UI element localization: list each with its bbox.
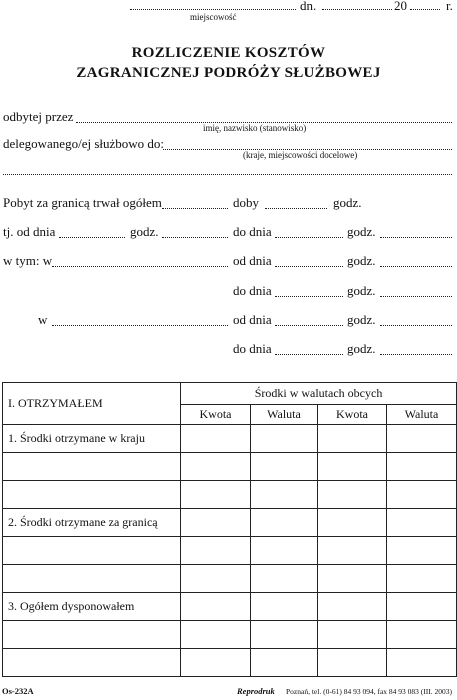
table-cell[interactable] <box>387 649 457 677</box>
table-cell[interactable] <box>181 453 251 481</box>
table-cell[interactable] <box>181 537 251 565</box>
table-cell[interactable] <box>181 621 251 649</box>
table-cell[interactable] <box>181 593 251 621</box>
table-cell[interactable] <box>387 425 457 453</box>
table-cell[interactable] <box>387 593 457 621</box>
w-country-line[interactable] <box>52 325 228 326</box>
do-dnia-1-line[interactable] <box>275 296 343 297</box>
table-cell[interactable] <box>3 565 181 593</box>
w-tym-label: w tym: w <box>3 253 53 268</box>
table-cell[interactable] <box>251 425 318 453</box>
tj-godz2-line[interactable] <box>380 237 452 238</box>
table-row <box>3 565 457 593</box>
year-prefix: 20 <box>394 0 407 13</box>
table-cell[interactable] <box>3 649 181 677</box>
pobyt-godz-line[interactable] <box>265 208 327 209</box>
table-cell[interactable] <box>318 649 387 677</box>
odbytej-label: odbytej przez <box>3 109 74 124</box>
table-cell[interactable] <box>251 453 318 481</box>
col-kwota-1: Kwota <box>181 405 251 425</box>
table-cell[interactable] <box>3 453 181 481</box>
table-cell[interactable] <box>251 481 318 509</box>
table-cell[interactable] <box>318 593 387 621</box>
doc-title-line2: ZAGRANICZNEJ PODRÓŻY SŁUŻBOWEJ <box>76 65 381 81</box>
w-od-dnia-line[interactable] <box>275 325 343 326</box>
w-tym-country-line[interactable] <box>52 266 228 267</box>
do-dnia-2-godz-label: godz. <box>347 341 376 356</box>
table-cell[interactable] <box>251 509 318 537</box>
tj-od-dnia-line[interactable] <box>59 237 125 238</box>
form-code: Os-232A <box>2 686 34 696</box>
delegowanego-caption: (kraje, miejscowości docelowe) <box>243 150 358 160</box>
doby-label: doby <box>233 195 259 210</box>
tj-od-dnia-label: tj. od dnia <box>3 224 56 239</box>
funds-table <box>2 382 457 677</box>
section-header: I. OTRZYMAŁEM <box>8 396 103 410</box>
table-cell[interactable] <box>3 537 181 565</box>
w-tym-od-dnia-label: od dnia <box>233 253 272 268</box>
table-cell[interactable] <box>318 565 387 593</box>
do-dnia-1-godz-label: godz. <box>347 283 376 298</box>
publisher-info: Poznań, tel. (0-61) 84 93 094, fax 84 93 083 (III. 2003) <box>286 687 453 696</box>
table-cell[interactable] <box>387 621 457 649</box>
table-row <box>3 453 457 481</box>
publisher-brand: Reprodruk <box>237 686 275 696</box>
do-dnia-2-label: do dnia <box>233 341 272 356</box>
table-cell[interactable] <box>3 481 181 509</box>
table-cell[interactable] <box>181 565 251 593</box>
w-tym-godz-line[interactable] <box>380 266 452 267</box>
table-row <box>3 621 457 649</box>
table-row <box>3 649 457 677</box>
col-waluta-1: Waluta <box>251 405 318 425</box>
tj-godz-label: godz. <box>130 224 159 239</box>
do-dnia-2-godz-line[interactable] <box>380 354 452 355</box>
table-cell[interactable] <box>318 537 387 565</box>
r-label: r. <box>446 0 453 13</box>
table-row <box>3 509 457 537</box>
table-cell[interactable] <box>251 537 318 565</box>
table-cell[interactable] <box>251 593 318 621</box>
col-waluta-2: Waluta <box>387 405 457 425</box>
row3-label: 3. Ogółem dysponowałem <box>3 593 181 621</box>
currency-header: Środki w walutach obcych <box>181 383 457 405</box>
row2-label: 2. Środki otrzymane za granicą <box>3 509 181 537</box>
table-cell[interactable] <box>181 481 251 509</box>
tj-godz2-label: godz. <box>347 224 376 239</box>
table-row <box>3 593 457 621</box>
table-cell[interactable] <box>318 481 387 509</box>
tj-do-dnia-label: do dnia <box>233 224 272 239</box>
table-cell[interactable] <box>387 453 457 481</box>
delegowanego-label: delegowanego/ej służbowo do: <box>3 136 165 151</box>
table-cell[interactable] <box>181 649 251 677</box>
doc-title-line1: ROZLICZENIE KOSZTÓW <box>131 45 326 61</box>
table-cell[interactable] <box>3 621 181 649</box>
place-caption: miejscowość <box>190 12 237 22</box>
table-cell[interactable] <box>318 509 387 537</box>
place-line[interactable] <box>130 9 296 10</box>
w-godz-line[interactable] <box>380 325 452 326</box>
table-row <box>3 481 457 509</box>
table-cell[interactable] <box>387 537 457 565</box>
table-cell[interactable] <box>251 621 318 649</box>
delegowanego-line-2[interactable] <box>3 174 452 175</box>
date-line[interactable] <box>322 9 392 10</box>
table-cell[interactable] <box>318 425 387 453</box>
odbytej-caption: imię, nazwisko (stanowisko) <box>203 123 307 133</box>
table-row <box>3 537 457 565</box>
tj-do-dnia-line[interactable] <box>275 237 343 238</box>
pobyt-godz-label: godz. <box>333 195 362 210</box>
pobyt-label: Pobyt za granicą trwał ogółem <box>3 195 162 210</box>
w-od-dnia-label: od dnia <box>233 312 272 327</box>
w-godz-label: godz. <box>347 312 376 327</box>
table-cell[interactable] <box>318 453 387 481</box>
table-cell[interactable] <box>251 565 318 593</box>
table-cell[interactable] <box>387 481 457 509</box>
table-cell[interactable] <box>251 649 318 677</box>
year-line[interactable] <box>410 9 440 10</box>
section-header-cell <box>3 383 181 425</box>
w-tym-od-dnia-line[interactable] <box>275 266 343 267</box>
table-cell[interactable] <box>181 509 251 537</box>
table-cell[interactable] <box>181 425 251 453</box>
row1-label: 1. Środki otrzymane w kraju <box>3 425 181 453</box>
table-cell[interactable] <box>387 509 457 537</box>
table-row <box>3 425 457 453</box>
table-cell[interactable] <box>318 621 387 649</box>
dn-label: dn. <box>300 0 317 13</box>
w-tym-godz-label: godz. <box>347 253 376 268</box>
col-kwota-2: Kwota <box>318 405 387 425</box>
pobyt-doby-line[interactable] <box>162 208 228 209</box>
table-cell[interactable] <box>387 565 457 593</box>
do-dnia-1-label: do dnia <box>233 283 272 298</box>
do-dnia-2-line[interactable] <box>275 354 343 355</box>
w-label: w <box>38 312 48 327</box>
do-dnia-1-godz-line[interactable] <box>380 296 452 297</box>
tj-godz-line[interactable] <box>162 237 228 238</box>
